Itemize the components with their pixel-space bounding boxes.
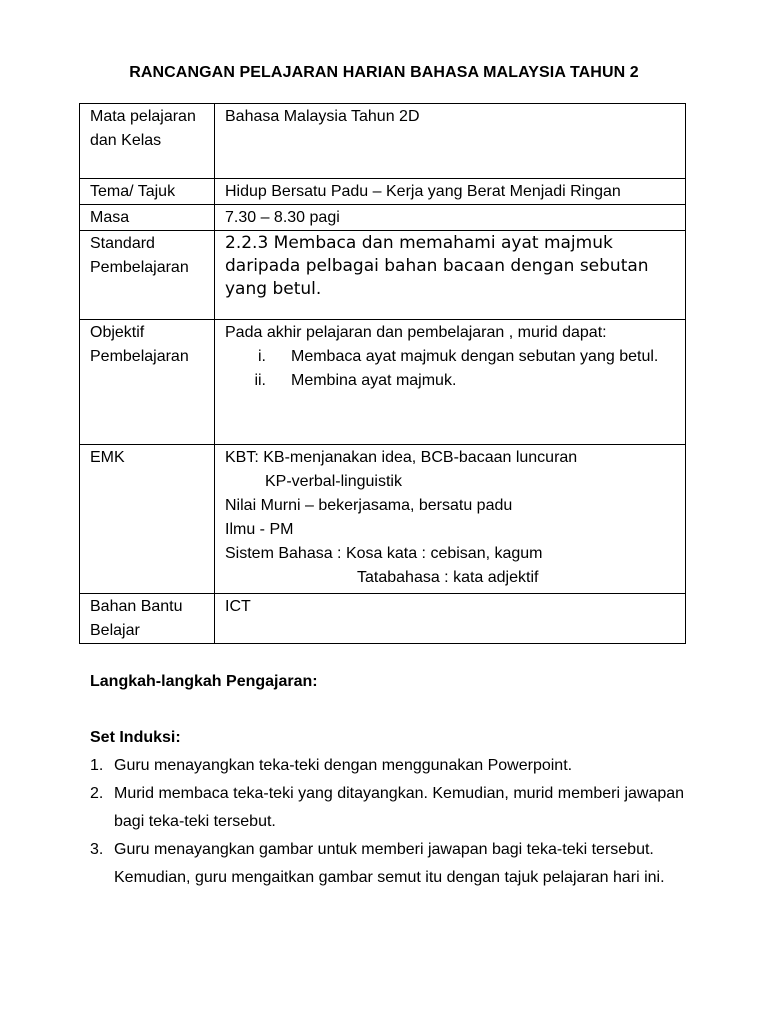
row-label: Tema/ Tajuk	[80, 179, 215, 205]
table-row	[80, 231, 686, 320]
row-label: Bahan Bantu Belajar	[80, 594, 215, 644]
objectives-list	[225, 345, 679, 393]
table-row	[80, 104, 686, 179]
emk-line: Ilmu - PM	[225, 521, 294, 538]
lesson-plan-table	[79, 103, 686, 644]
row-value: Bahasa Malaysia Tahun 2D	[215, 104, 686, 179]
table-row	[80, 445, 686, 594]
step-text: Guru menayangkan gambar untuk memberi jawapan bagi teka-teki tersebut. Kemudian, guru mengaitkan gambar semut itu dengan tajuk pelajaran hari ini.	[114, 841, 665, 886]
row-label: Mata pelajaran dan Kelas	[80, 104, 215, 179]
row-value: 2.2.3 Membaca dan memahami ayat majmuk daripada pelbagai bahan bacaan dengan sebutan yang betul.	[215, 231, 686, 320]
steps-heading: Langkah-langkah Pengajaran:	[90, 673, 318, 690]
set-induksi-list	[90, 752, 710, 892]
set-induksi-heading: Set Induksi:	[90, 729, 181, 746]
step-number: 3.	[90, 841, 104, 858]
emk-cell	[215, 445, 686, 594]
emk-line: KBT: KB-menjanakan idea, BCB-bacaan luncuran	[225, 449, 578, 466]
row-label: EMK	[80, 445, 215, 594]
row-label: Masa	[80, 205, 215, 231]
objectives-intro: Pada akhir pelajaran dan pembelajaran , murid dapat:	[225, 324, 607, 341]
emk-line: KP-verbal-linguistik	[265, 473, 402, 490]
list-item	[90, 780, 710, 836]
table-row	[80, 205, 686, 231]
list-item	[90, 836, 710, 892]
set-induksi-section	[90, 724, 710, 892]
item-number: ii.	[254, 372, 266, 389]
row-value: 7.30 – 8.30 pagi	[215, 205, 686, 231]
step-number: 2.	[90, 785, 104, 802]
item-text: Membaca ayat majmuk dengan sebutan yang betul.	[291, 348, 659, 365]
step-number: 1.	[90, 757, 104, 774]
list-item	[254, 369, 679, 393]
list-item	[258, 345, 679, 369]
row-value: Hidup Bersatu Padu – Kerja yang Berat Menjadi Ringan	[215, 179, 686, 205]
row-label: Standard Pembelajaran	[80, 231, 215, 320]
emk-line: Nilai Murni – bekerjasama, bersatu padu	[225, 497, 513, 514]
row-label: Objektif Pembelajaran	[80, 320, 215, 445]
objectives-cell	[215, 320, 686, 445]
emk-line: Sistem Bahasa : Kosa kata : cebisan, kagum	[225, 545, 543, 562]
item-number: i.	[258, 348, 266, 365]
document-title: RANCANGAN PELAJARAN HARIAN BAHASA MALAYSIA TAHUN 2	[129, 64, 639, 81]
table-row	[80, 179, 686, 205]
emk-line: Tatabahasa : kata adjektif	[357, 569, 539, 586]
table-row	[80, 594, 686, 644]
row-value: ICT	[215, 594, 686, 644]
step-text: Guru menayangkan teka-teki dengan menggunakan Powerpoint.	[114, 757, 573, 774]
step-text: Murid membaca teka-teki yang ditayangkan. Kemudian, murid memberi jawapan bagi teka-teki tersebut.	[114, 785, 685, 830]
item-text: Membina ayat majmuk.	[291, 372, 457, 389]
list-item	[90, 752, 710, 780]
table-row	[80, 320, 686, 445]
